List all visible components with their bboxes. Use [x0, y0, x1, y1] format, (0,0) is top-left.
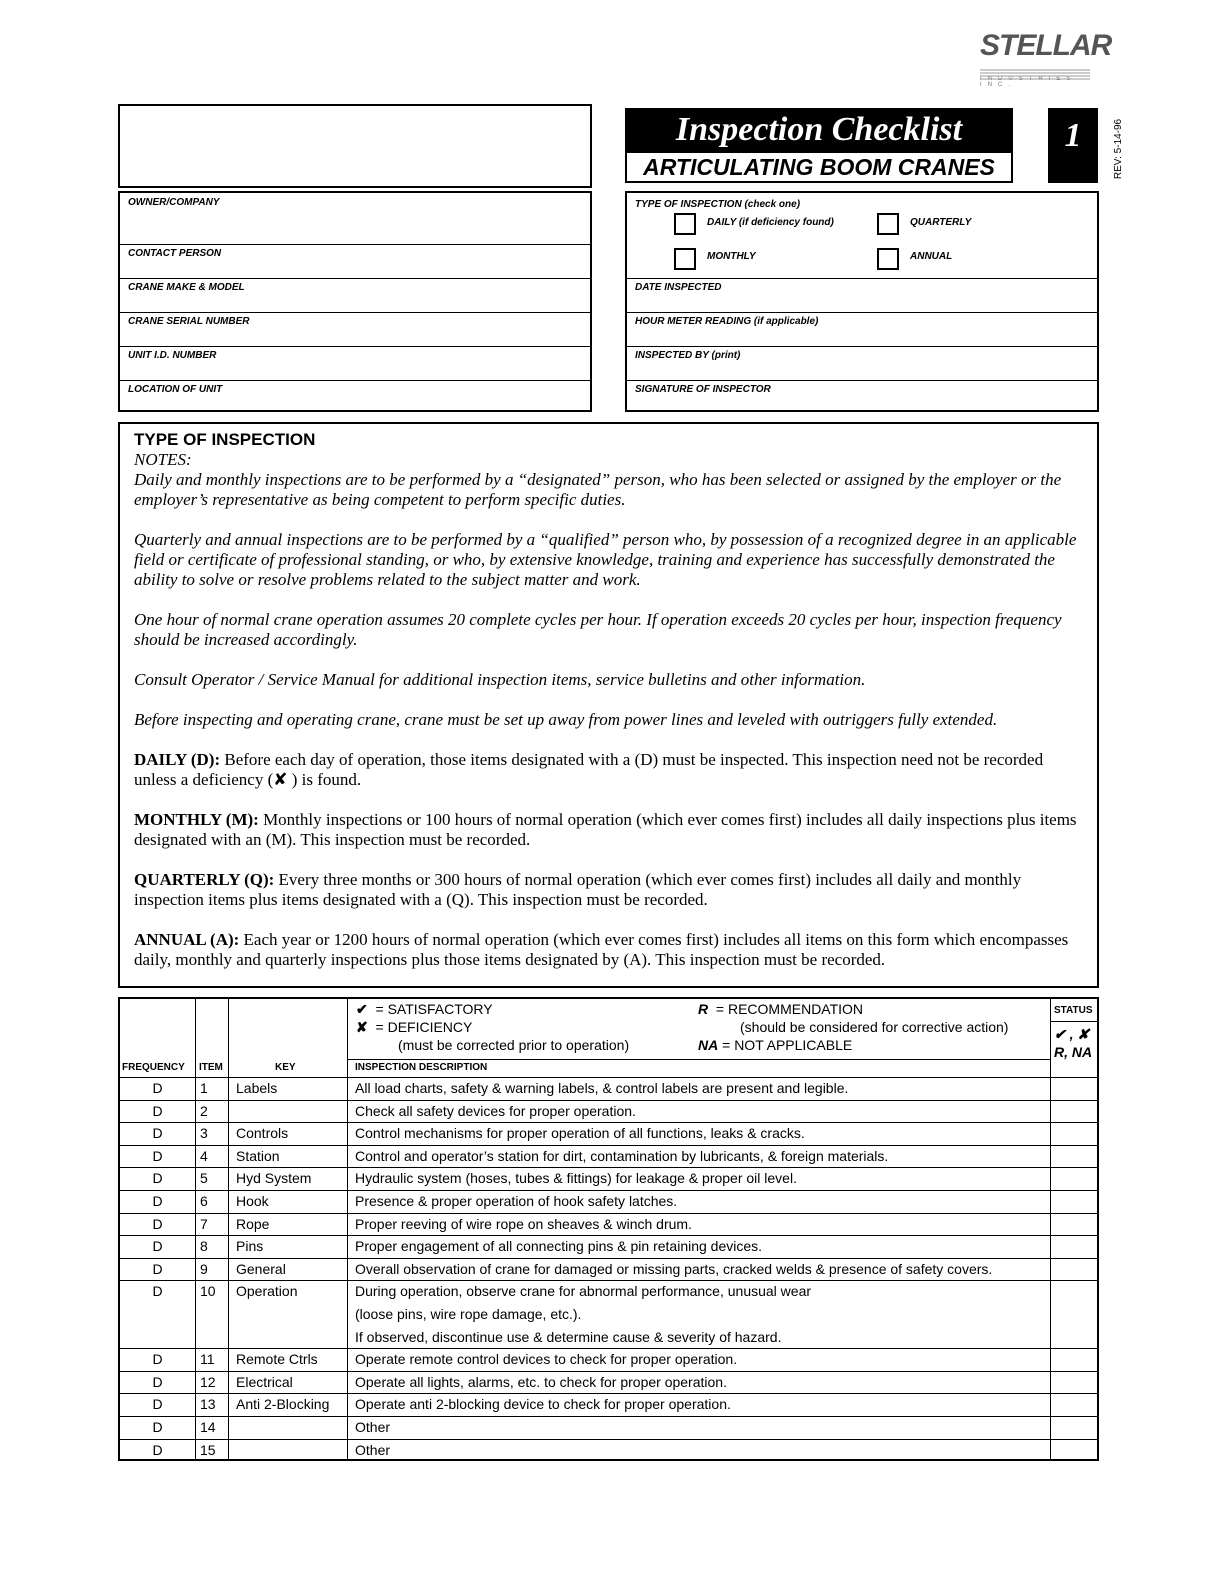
field-date-inspected[interactable]: DATE INSPECTED — [627, 278, 1097, 313]
row-description: During operation, observe crane for abnormal performance, unusual wear — [355, 1283, 812, 1300]
status-header-divider — [1050, 1021, 1099, 1022]
row-status-cell[interactable] — [1051, 1145, 1099, 1168]
annual-definition: ANNUAL (A): Each year or 1200 hours of normal operation (which ever comes first) includes all items on this form which encompasses daily, monthly and quarterly inspections plus those items designated by (A). This inspection must be recorded. — [134, 930, 1069, 969]
col-divider — [228, 999, 229, 1459]
note-crane-cycles: One hour of normal crane operation assumes 20 complete cycles per hour. If operation exceeds 20 cycles per hour, inspection frequency should be increased accordingly. — [134, 610, 1062, 649]
row-description: Control and operator’s station for dirt, contamination by lubricants, & foreign materials. — [355, 1147, 889, 1164]
logo-stripes — [980, 68, 1090, 84]
row-item-number: 6 — [200, 1193, 208, 1209]
field-crane-serial-number[interactable]: CRANE SERIAL NUMBER — [120, 312, 590, 347]
field-location-of-unit[interactable]: LOCATION OF UNIT — [128, 384, 223, 395]
row-description: Other — [355, 1419, 391, 1435]
row-key: Rope — [236, 1215, 270, 1232]
row-frequency: D — [152, 1080, 163, 1096]
row-status-cell[interactable] — [1051, 1416, 1099, 1439]
blank-address-box — [118, 104, 592, 188]
row-frequency: D — [152, 1147, 163, 1164]
row-divider — [120, 1348, 1099, 1349]
row-description: Operate all lights, alarms, etc. to check for proper operation. — [355, 1373, 727, 1390]
row-status-cell[interactable] — [1051, 1348, 1099, 1371]
header-frequency: FREQUENCY — [122, 1062, 185, 1073]
row-item-number: 2 — [200, 1102, 208, 1119]
field-unit-id-number[interactable]: UNIT I.D. NUMBER — [120, 346, 590, 381]
row-item-number: 5 — [200, 1170, 208, 1187]
field-hour-meter-reading[interactable]: HOUR METER READING (if applicable) — [627, 312, 1097, 347]
inspection-info-table — [625, 191, 1099, 412]
checkbox-daily[interactable] — [674, 213, 696, 235]
row-frequency: D — [152, 1215, 163, 1232]
row-item-number: 1 — [200, 1080, 208, 1096]
legend-not-applicable: NA = NOT APPLICABLE — [698, 1037, 853, 1053]
row-status-cell[interactable] — [1051, 1235, 1099, 1258]
header-bottom-line — [120, 1077, 1099, 1078]
note-power-lines: Before inspecting and operating crane, crane must be set up away from power lines and leveled with outriggers fully extended. — [134, 710, 998, 729]
col-divider — [347, 999, 348, 1459]
row-item-number: 14 — [200, 1419, 216, 1435]
row-key: Anti 2-Blocking — [236, 1396, 330, 1413]
row-description: Proper engagement of all connecting pins & pin retaining devices. — [355, 1238, 763, 1255]
form-subtitle: ARTICULATING BOOM CRANES — [625, 151, 1013, 183]
notes-heading: TYPE OF INSPECTION — [134, 430, 316, 449]
row-frequency: D — [152, 1170, 163, 1187]
legend-recommendation-note: (should be considered for corrective action) — [740, 1019, 1009, 1035]
row-divider — [120, 1167, 1099, 1168]
row-status-cell[interactable] — [1051, 1100, 1099, 1123]
row-item-number: 8 — [200, 1238, 208, 1255]
row-frequency: D — [152, 1283, 163, 1300]
note-qualified-person: Quarterly and annual inspections are to be performed by a “qualified” person who, by possession of a recognized degree in an applicable field or certificate of professional standing, or who, by extensive knowledge, training and experience has successfully demonstrated the ability to solve or resolve problems related to the subject matter and work. — [134, 530, 1077, 589]
row-description: Hydraulic system (hoses, tubes & fittings) for leakage & proper oil level. — [355, 1170, 797, 1187]
field-inspected-by[interactable]: INSPECTED BY (print) — [627, 346, 1097, 381]
row-description: Control mechanisms for proper operation of all functions, leaks & cracks. — [355, 1125, 805, 1142]
row-key: Operation — [236, 1283, 298, 1300]
header-status: STATUS — [1054, 1005, 1093, 1016]
row-status-cell[interactable] — [1051, 1393, 1099, 1416]
row-item-number: 10 — [200, 1283, 216, 1300]
monthly-definition: MONTHLY (M): Monthly inspections or 100 hours of normal operation (which ever comes first) includes all daily inspections plus items designated with an (M). This inspection must be recorded. — [134, 810, 1077, 849]
row-description-line2: (loose pins, wire rope damage, etc.). — [355, 1306, 582, 1322]
row-description: Operate anti 2-blocking device to check for proper operation. — [355, 1396, 731, 1413]
checkbox-monthly[interactable] — [674, 248, 696, 270]
row-key: Remote Ctrls — [236, 1351, 318, 1368]
field-signature-of-inspector[interactable]: SIGNATURE OF INSPECTOR — [635, 384, 771, 395]
row-status-cell[interactable] — [1051, 1213, 1099, 1236]
row-item-number: 15 — [200, 1441, 216, 1458]
header-status-codes: ✔ , ✘ — [1054, 1026, 1090, 1042]
field-owner-company[interactable]: OWNER/COMPANY — [120, 193, 590, 245]
row-description: Presence & proper operation of hook safety latches. — [355, 1193, 678, 1209]
header-item: ITEM — [199, 1062, 223, 1073]
logo-wordmark: STELLAR — [980, 29, 1112, 62]
row-status-cell[interactable] — [1051, 1167, 1099, 1190]
revision-date: REV: 5-14-96 — [1113, 118, 1124, 180]
logo-subtitle: INDUSTRIES INC. — [980, 76, 1077, 88]
row-status-cell[interactable] — [1051, 1258, 1099, 1281]
form-title: Inspection Checklist — [625, 108, 1013, 152]
row-frequency: D — [152, 1193, 163, 1209]
row-key: Controls — [236, 1125, 289, 1142]
row-key: Hook — [236, 1193, 269, 1209]
row-frequency: D — [152, 1260, 163, 1277]
row-divider — [120, 1371, 1099, 1372]
col-divider — [195, 999, 196, 1459]
row-status-cell[interactable] — [1051, 1190, 1099, 1213]
row-frequency: D — [152, 1419, 163, 1435]
row-frequency: D — [152, 1396, 163, 1413]
header-description: INSPECTION DESCRIPTION — [355, 1062, 488, 1073]
legend-recommendation: R = RECOMMENDATION — [698, 1001, 864, 1017]
company-logo — [980, 29, 1112, 90]
notes-label: NOTES: — [134, 450, 192, 469]
header-key: KEY — [275, 1062, 296, 1073]
row-status-cell[interactable] — [1051, 1122, 1099, 1145]
inspection-checklist-table — [118, 997, 1099, 1461]
daily-definition: DAILY (D): Before each day of operation, those items designated with a (D) must be inspected. This inspection need not be recorded unless a deficiency (✘ ) is found. — [134, 750, 1044, 789]
quarterly-definition: QUARTERLY (Q): Every three months or 300 hours of normal operation (which ever comes first) includes all daily and monthly inspection items plus items designated with a (Q). This inspection must be recorded. — [134, 870, 1022, 909]
row-key: Station — [236, 1147, 280, 1164]
row-frequency: D — [152, 1238, 163, 1255]
legend-satisfactory: ✔ = SATISFACTORY — [356, 1001, 493, 1017]
row-status-cell[interactable] — [1051, 1280, 1099, 1348]
unit-info-table — [118, 191, 592, 412]
row-description: All load charts, safety & warning labels, & control labels are present and legible. — [355, 1080, 849, 1096]
row-description-line3: If observed, discontinue use & determine cause & severity of hazard. — [355, 1328, 782, 1345]
row-item-number: 13 — [200, 1396, 216, 1413]
row-item-number: 12 — [200, 1373, 216, 1390]
row-description: Check all safety devices for proper operation. — [355, 1102, 636, 1119]
row-key: Pins — [236, 1238, 264, 1255]
row-description: Operate remote control devices to check for proper operation. — [355, 1351, 738, 1368]
row-divider — [120, 1235, 1099, 1236]
row-divider — [120, 1280, 1099, 1281]
row-divider — [120, 1100, 1099, 1101]
row-description: Other — [355, 1441, 391, 1458]
form-number: 1 — [1048, 108, 1098, 183]
row-frequency: D — [152, 1102, 163, 1119]
header-status-codes-2: R, NA — [1054, 1044, 1093, 1060]
legend-deficiency: ✘ = DEFICIENCY — [356, 1019, 473, 1035]
row-divider — [120, 1258, 1099, 1259]
row-description: Proper reeving of wire rope on sheaves & winch drum. — [355, 1215, 692, 1232]
row-divider — [120, 1416, 1099, 1417]
row-status-cell[interactable] — [1051, 1439, 1099, 1462]
row-item-number: 4 — [200, 1147, 208, 1164]
row-key: Labels — [236, 1080, 278, 1096]
field-crane-make-model[interactable]: CRANE MAKE & MODEL — [120, 278, 590, 313]
row-frequency: D — [152, 1441, 163, 1458]
row-status-cell[interactable] — [1051, 1371, 1099, 1394]
field-contact-person[interactable]: CONTACT PERSON — [120, 244, 590, 279]
row-frequency: D — [152, 1351, 163, 1368]
row-item-number: 3 — [200, 1125, 208, 1142]
row-status-cell[interactable] — [1051, 1077, 1099, 1100]
row-item-number: 11 — [200, 1351, 215, 1368]
row-frequency: D — [152, 1373, 163, 1390]
checkbox-annual[interactable] — [877, 248, 899, 270]
row-divider — [120, 1122, 1099, 1123]
row-divider — [120, 1190, 1099, 1191]
type-of-inspection-section: TYPE OF INSPECTION (check one) DAILY (if deficiency found) QUARTERLY MONTHLY ANNUAL — [627, 193, 1097, 279]
row-divider — [120, 1213, 1099, 1214]
row-item-number: 9 — [200, 1260, 208, 1277]
row-key: Electrical — [236, 1373, 293, 1390]
note-consult-manual: Consult Operator / Service Manual for additional inspection items, service bulletins and other information. — [134, 670, 866, 689]
row-divider — [120, 1393, 1099, 1394]
checkbox-quarterly[interactable] — [877, 213, 899, 235]
row-key: Hyd System — [236, 1170, 312, 1187]
inspection-notes-box — [118, 422, 1099, 988]
legend-deficiency-note: (must be corrected prior to operation) — [398, 1037, 630, 1053]
row-description: Overall observation of crane for damaged or missing parts, cracked welds & presence of safety covers. — [355, 1260, 993, 1277]
row-key: General — [236, 1260, 286, 1277]
note-designated-person: Daily and monthly inspections are to be performed by a “designated” person, who has been selected or assigned by the employer or the employer’s representative as being competent to perform specific duties. — [134, 470, 1062, 509]
desc-header-divider — [347, 1059, 1050, 1060]
row-item-number: 7 — [200, 1215, 208, 1232]
row-divider — [120, 1439, 1099, 1440]
row-divider — [120, 1145, 1099, 1146]
row-frequency: D — [152, 1125, 163, 1142]
